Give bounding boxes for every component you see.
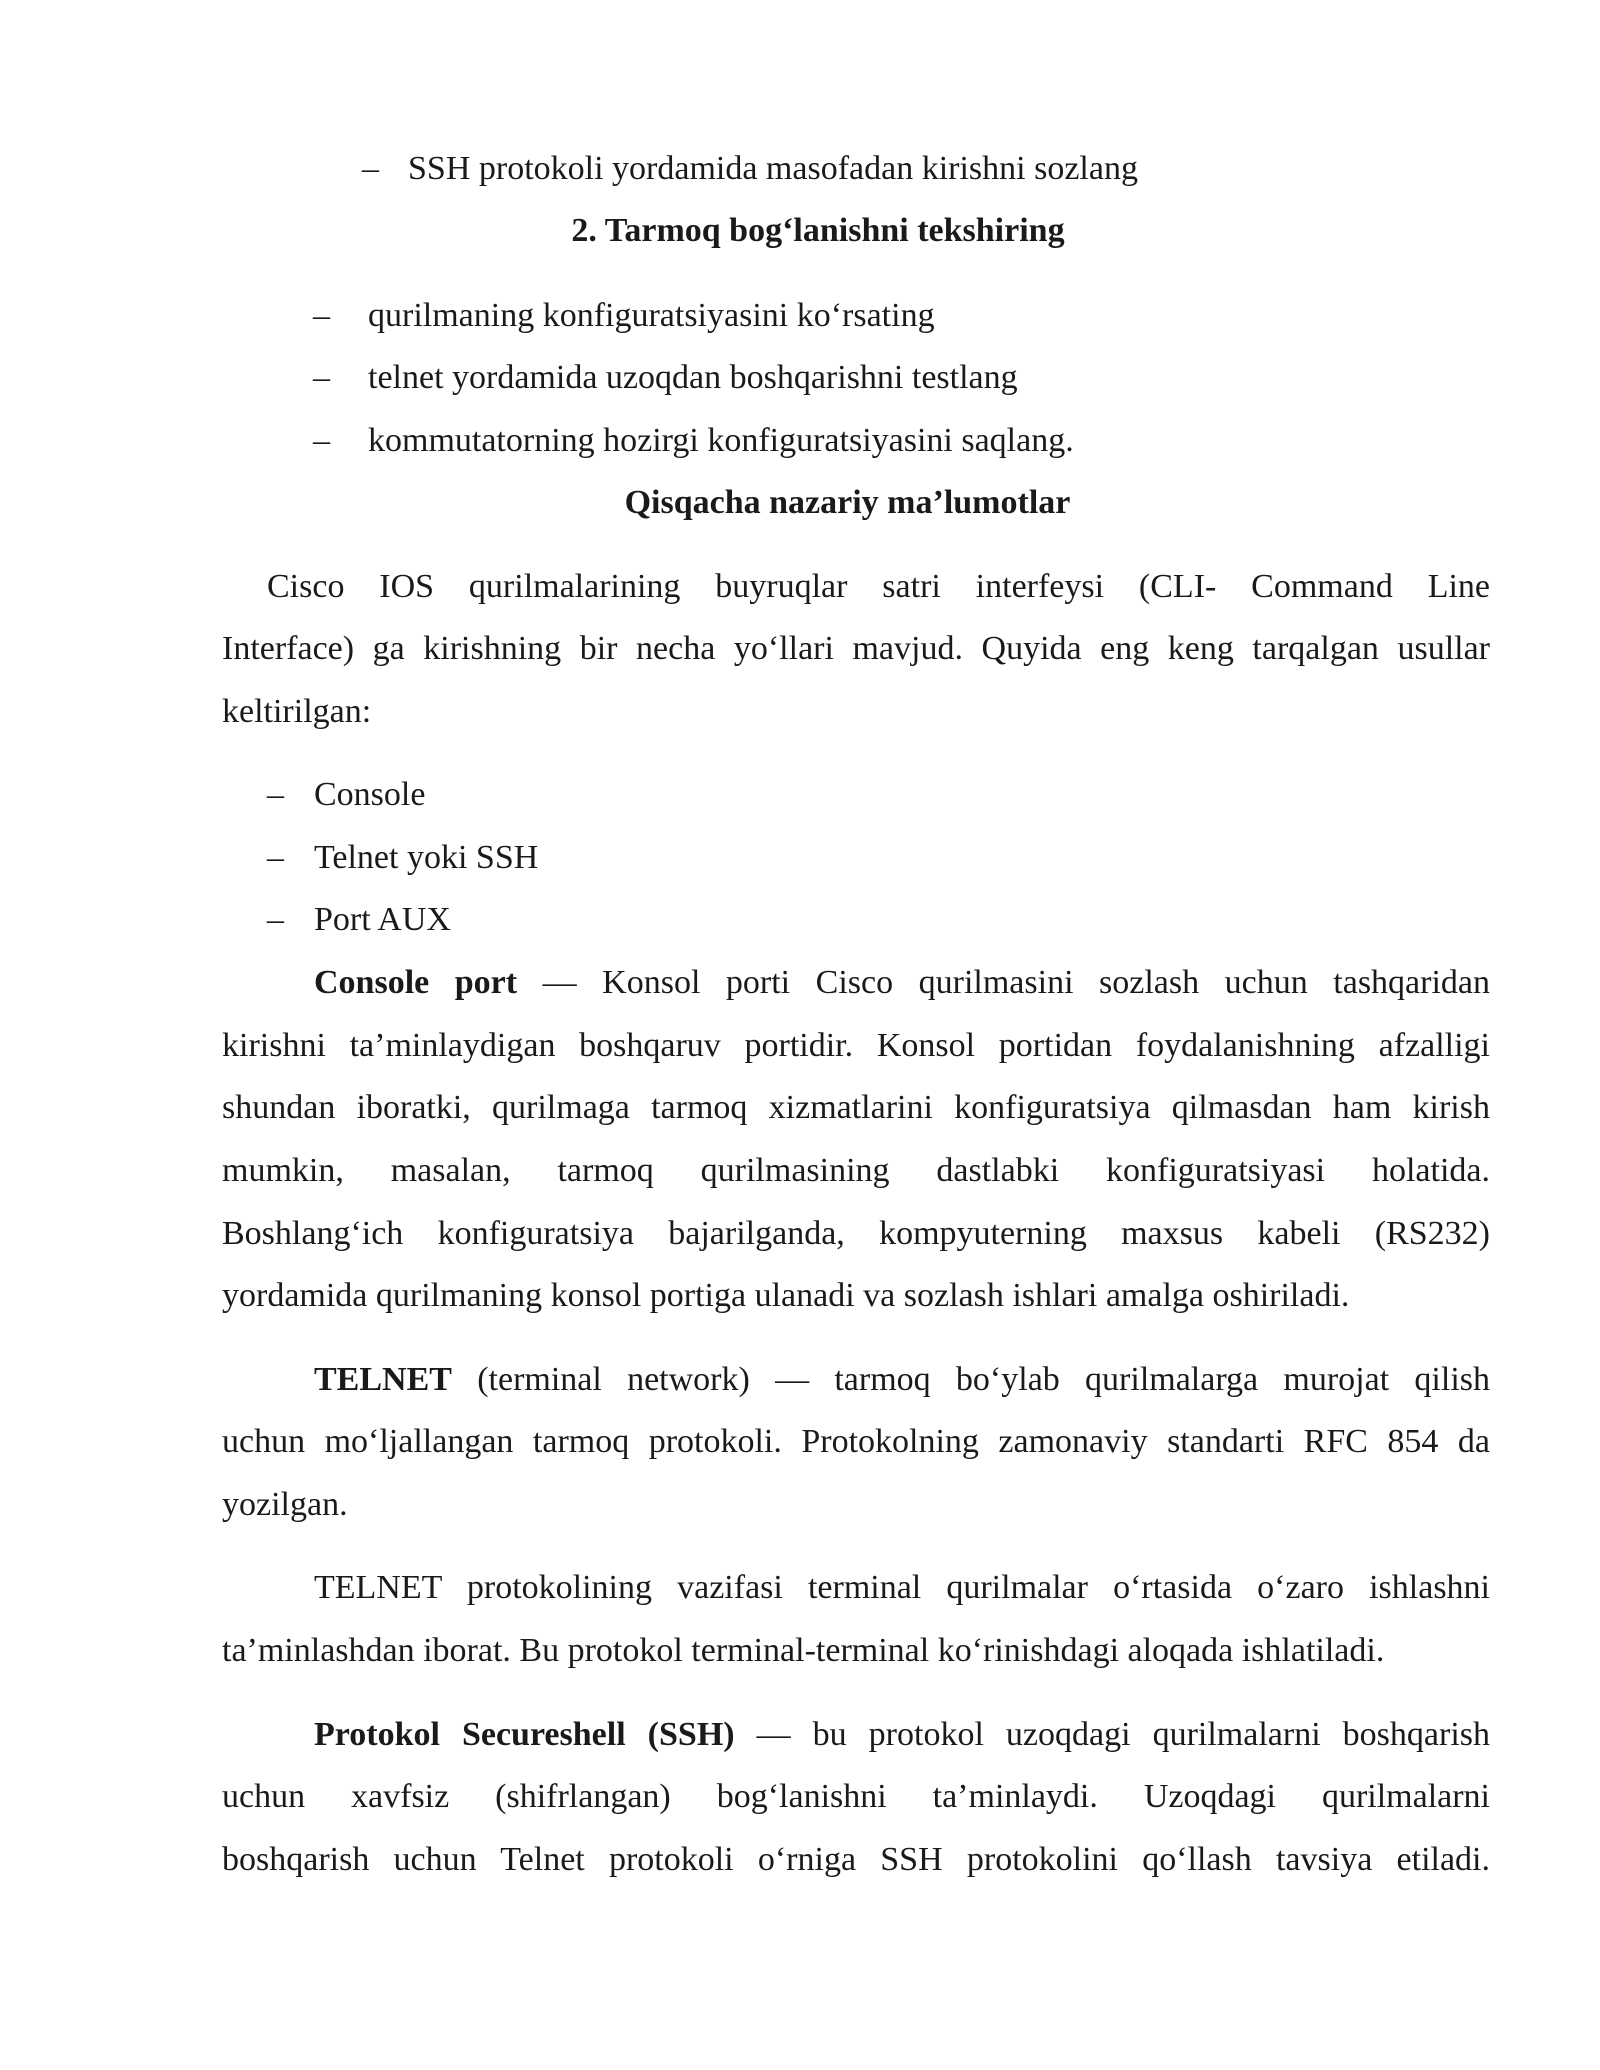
paragraph-line: Console port — Konsol porti Cisco qurilmasini sozlash uchun tashqaridan [314, 964, 1490, 1001]
paragraph-line: mumkin, masalan, tarmoq qurilmasining dastlabki konfiguratsiyasi holatida. [222, 1152, 1490, 1189]
paragraph-line: Cisco IOS qurilmalarining buyruqlar satri interfeysi (CLI- Command Line [267, 568, 1490, 605]
list-dash: – [313, 359, 330, 396]
term-console-port: Console port [314, 964, 518, 1001]
list-dash: – [267, 776, 284, 813]
paragraph-line: TELNET protokolining vazifasi terminal qurilmalar o‘rtasida o‘zaro ishlashni [314, 1569, 1490, 1606]
list-dash: – [267, 901, 284, 938]
list-item-console: Console [314, 776, 426, 813]
paragraph-line: Interface) ga kirishning bir necha yo‘llari mavjud. Quyida eng keng tarqalgan usullar [222, 630, 1490, 667]
list-item: telnet yordamida uzoqdan boshqarishni testlang [368, 359, 1018, 396]
paragraph-line: uchun mo‘ljallangan tarmoq protokoli. Protokolning zamonaviy standarti RFC 854 da [222, 1423, 1490, 1460]
paragraph-line: keltirilgan: [222, 693, 372, 730]
paragraph-line: yordamida qurilmaning konsol portiga ulanadi va sozlash ishlari amalga oshiriladi. [222, 1277, 1350, 1314]
list-item-ssh-setup: SSH protokoli yordamida masofadan kirishni sozlang [408, 150, 1138, 187]
term-telnet: TELNET [314, 1361, 452, 1398]
list-item: kommutatorning hozirgi konfiguratsiyasini saqlang. [368, 422, 1074, 459]
list-dash: – [313, 422, 330, 459]
list-dash: – [313, 297, 330, 334]
paragraph-line: shundan iboratki, qurilmaga tarmoq xizmatlarini konfiguratsiya qilmasdan ham kirish [222, 1089, 1490, 1126]
list-item-port-aux: Port AUX [314, 901, 451, 938]
paragraph-line: kirishni ta’minlaydigan boshqaruv portidir. Konsol portidan foydalanishning afzalligi [222, 1027, 1490, 1064]
paragraph-line: boshqarish uchun Telnet protokoli o‘rniga SSH protokolini qo‘llash tavsiya etiladi. [222, 1841, 1490, 1878]
paragraph-line: yozilgan. [222, 1486, 348, 1523]
list-dash: – [362, 150, 379, 187]
list-item: qurilmaning konfiguratsiyasini ko‘rsating [368, 297, 935, 334]
paragraph-line: TELNET (terminal network) — tarmoq bo‘ylab qurilmalarga murojat qilish [314, 1361, 1490, 1398]
paragraph-line: uchun xavfsiz (shifrlangan) bog‘lanishni ta’minlaydi. Uzoqdagi qurilmalarni [222, 1778, 1490, 1815]
section-heading-network-check: 2. Tarmoq bog‘lanishni tekshiring [571, 212, 1065, 249]
list-item-telnet-ssh: Telnet yoki SSH [314, 839, 539, 876]
list-dash: – [267, 839, 284, 876]
term-ssh: Protokol Secureshell (SSH) [314, 1716, 735, 1753]
paragraph-line: Protokol Secureshell (SSH) — bu protokol uzoqdagi qurilmalarni boshqarish [314, 1716, 1490, 1753]
paragraph-line: ta’minlashdan iborat. Bu protokol terminal-terminal ko‘rinishdagi aloqada ishlatiladi. [222, 1632, 1385, 1669]
paragraph-line: Boshlang‘ich konfiguratsiya bajarilganda, kompyuterning maxsus kabeli (RS232) [222, 1215, 1490, 1252]
section-heading-theory: Qisqacha nazariy ma’lumotlar [624, 484, 1071, 521]
